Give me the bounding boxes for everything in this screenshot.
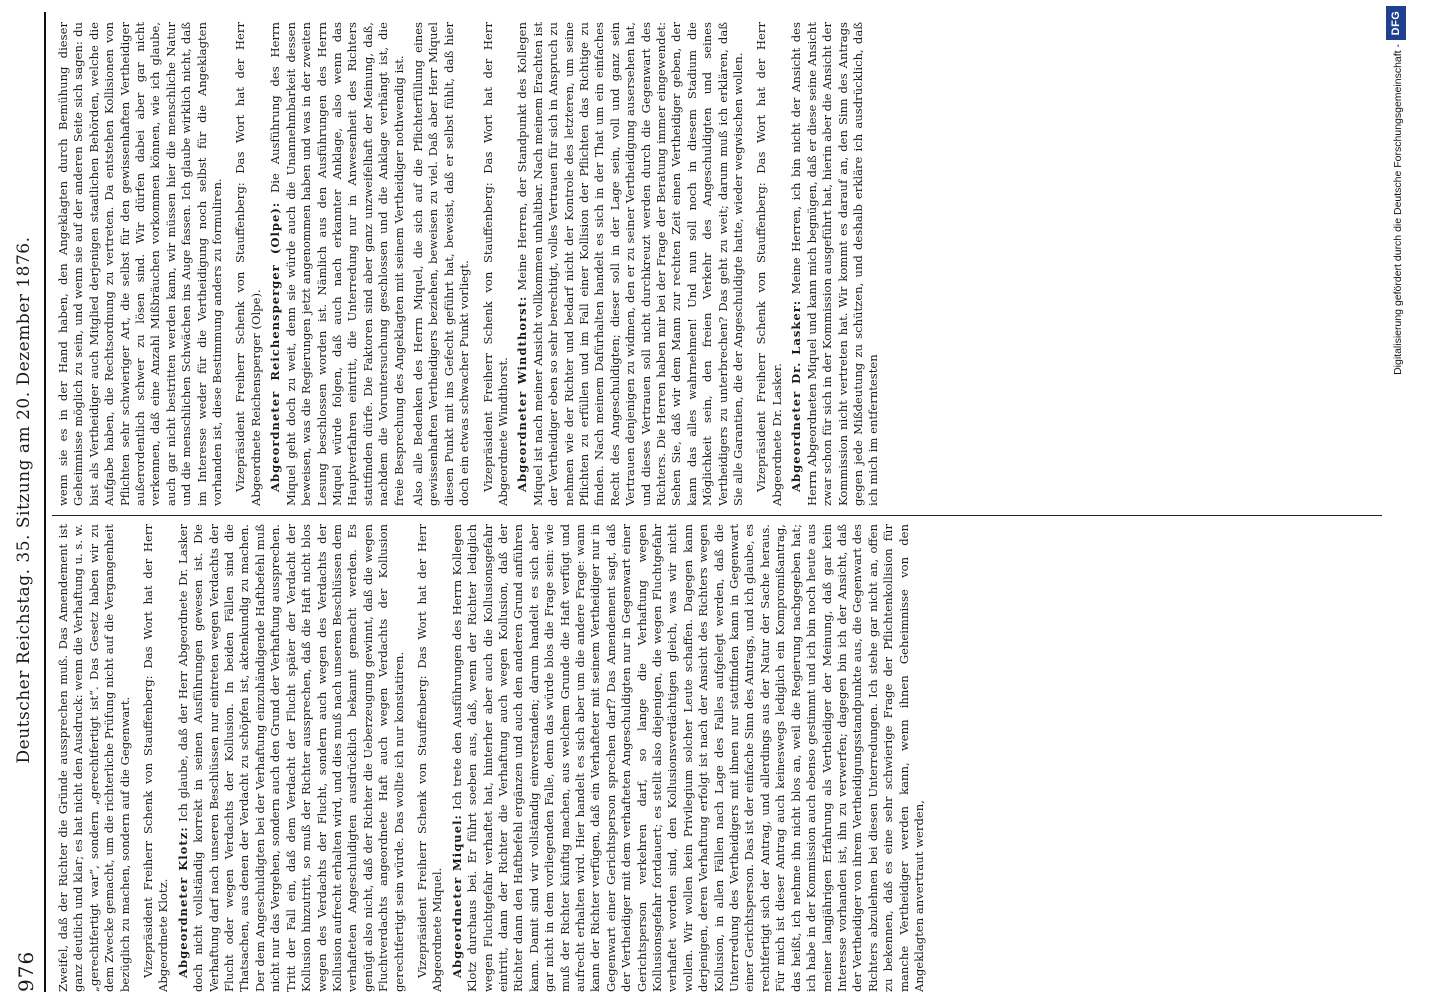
header-rule: [44, 12, 46, 992]
credit-text: Digitalisierung gefördert durch die Deutsche Forschungsgemeinschaft -: [1392, 44, 1404, 375]
dfg-logo: DFG: [1386, 6, 1406, 40]
text-column-left: [56, 524, 1356, 992]
running-head: [0, 0, 52, 1000]
speaker-name: Abgeordneter Dr. Lasker:: [789, 299, 804, 492]
speaker-name: Abgeordneter Miquel:: [449, 814, 464, 978]
page-number: 976: [14, 950, 38, 992]
speech-paragraph: [515, 22, 746, 506]
speech-text: Meine Herren, ich bin nicht der Ansicht des Herrn Abgeordneten Miquel und kann mich begnügen, daß er diese seine Ansicht zwar schon für sich in der Kommission ausgeführt hat, hierin aber die Ansicht der Kommission nicht vertreten hat. Wir kommt es darauf an, den Sinn des Antrags gegen jede Mißdeutung zu schützen, und deshalb erkläre ich ausdrücklich, daß ich mich im entferntesten: [789, 22, 881, 506]
speech-paragraph: [789, 22, 881, 506]
chair-announcement: Vizepräsident Freiherr Schenk von Stauffenberg: Das Wort hat der Herr Abgeordnete Miquel.: [414, 524, 445, 992]
page-header-title: Deutscher Reichstag. 35. Sitzung am 20. Dezember 1876.: [14, 236, 34, 764]
continued-paragraph: wenn sie es in der Hand haben, den Angeklagten durch Bemühung dieser Geheimnisse möglich zu sein, und wenn sie auf der anderen Seite sich sagen: du bist als Vertheidiger auch Mitglied derjenigen staatlichen Behörden, welche die Aufgabe haben, die Rechtsordnung zu vertreten. Da entstehen Kollisionen von Pflichten sehr schwieriger Art, die selbst für den gewissenhaften Vertheidiger außerordentlich schwer zu lösen sind. Wir dürfen dabei aber gar nicht verkennen, daß eine Anzahl Mißbräuchen vorkommen können, wie ich glaube, auch gar nicht bestritten werden kann, wir müssen hier die menschliche Natur und die menschlichen Schwächen ins Auge fassen. Ich glaube wirklich nicht, daß im Interesse weder für die Vertheidigung noch selbst für die Angeklagten vorhanden ist, diese Bestimmung anders zu formuliren.: [56, 22, 225, 506]
continued-paragraph: Zweifel, daß der Richter die Gründe aussprechen muß. Das Amendement ist ganz deutlich und klar; es hat nicht den Ausdruck: wenn die Verhaftung u. s. w. „gerechtfertigt war“, sondern „gerechtfertigt ist“. Das Gesetz haben wir zu dem Zwecke gemacht, um die richterliche Prüfung nicht auf die Vergangenheit bezüglich zu machen, sondern auf die Gegenwart.: [56, 524, 132, 992]
speaker-name: Abgeordneter Reichensperger (Olpe):: [268, 201, 283, 492]
speech-paragraph: [268, 22, 407, 506]
chair-announcement: Vizepräsident Freiherr Schenk von Stauffenberg: Das Wort hat der Herr Abgeordnete Klotz.: [141, 524, 171, 992]
text-column-right: [56, 22, 1356, 506]
speech-text: Meine Herren, der Standpunkt des Kollegen Miquel ist nach meiner Ansicht vollkommen unhaltbar. Nach meinem Erachten ist der Vertheidiger eben so sehr berechtigt, volles Vertrauen für sich in Anspruch zu nehmen wie der Richter und bedarf nicht der Kontrole des letzteren, um seine Pflichten zu erfüllen und im Fall einer Kollision der Pflichten das Richtige zu finden. Nach meinem Dafürhalten handelt es sich in der That um ein einfaches Recht des Angeschuldigten; dieser soll in der Lage sein, voll und ganz sein Vertrauen denjenigen zu widmen, den er zu seiner Vertheidigung ausersehen hat, und dieses Vertrauen soll nicht durchkreuzt werden durch die Gegenwart des Richters. Die Herren haben mir bei der Frage der Beratung immer eingewendet: Sehen Sie, daß wir dem Mann zur rechten Zeit einen Vertheidiger geben, der kann das alles wahrnehmen! Und nun soll noch in diesem Stadium die Möglichkeit sein, den freien Verkehr des Angeschuldigten und seines Vertheidigers zu unterbrechen? Das geht zu weit; darum muß ich erklären, daß Sie alle Garantien, die der Angeschuldigte hatte, wieder wegwischen wollen.: [515, 22, 746, 506]
column-divider: [52, 515, 1382, 516]
chair-announcement: Vizepräsident Freiherr Schenk von Stauffenberg: Das Wort hat der Herr Abgeordnete Dr. Lasker.: [754, 22, 784, 506]
speech-text: Ich glaube, daß der Herr Abgeordnete Dr. Lasker doch nicht vollständig korrekt in seinen Ausführungen gewesen ist. Die Verhaftung darf nach unseren Beschlüssen nur eintreten wegen Verdachts der Flucht oder wegen Verdachts der Kollusion. In beiden Fällen sind die Thatsachen, aus denen der Verdacht zu schöpfen ist, aktenkundig zu machen. Der dem Angeschuldigten bei der Verhaftung einzuhändigende Haftbefehl muß nicht nur das Vergehen, sondern auch den Grund der Verhaftung aussprechen. Tritt der Fall ein, daß dem Verdacht der Flucht später der Verdacht der Kollusion hinzutritt, so muß der Richter aussprechen, daß die Haft nicht blos wegen des Verdachts der Flucht, sondern auch wegen des Verdachts der Kollusion aufrecht erhalten wird, und dies muß nach unseren Beschlüssen dem verhafteten Angeschuldigten ausdrücklich bekannt gemacht werden. Es genügt also nicht, daß der Richter die Ueberzeugung gewinnt, daß die wegen Fluchtverdachts angeordnete Haft auch wegen Verdachts der Kollusion gerechtfertigt sein würde. Das wollte ich nur konstatiren.: [175, 524, 406, 992]
speech-paragraph: [450, 524, 928, 992]
continued-paragraph: Also alle Bedenken des Herrn Miquel, die sich auf die Pflichterfüllung eines gewissenhaften Vertheidigers beziehen, beweisen zu viel. Daß aber Herr Miquel diesen Punkt mit ins Gefecht geführt hat, beweist, daß er selbst fühlt, daß hier doch ein etwas schwacher Punkt vorliegt.: [410, 22, 472, 506]
chair-announcement: Vizepräsident Freiherr Schenk von Stauffenberg: Das Wort hat der Herr Abgeordnete Windthorst.: [480, 22, 510, 506]
speaker-name: Abgeordneter Klotz:: [175, 826, 190, 978]
speech-text: Die Ausführung des Herrn Miquel geht doch zu weit, denn sie würde auch die Unannehmbarkeit dessen beweisen, was die Regierungen jetzt angenommen haben und was in der zweiten Lesung beschlossen worden ist. Nämlich aus den Ausführungen des Herrn Miquel würde folgen, daß auch nach erkannter Anklage, also wenn das Hauptverfahren eintritt, die Unterredung nur in Anwesenheit des Richters stattfinden dürfe. Die Faktoren sind aber ganz unzweifelhaft der Meinung, daß, nachdem die Voruntersuchung geschlossen und die Anklage verhängt ist, die freie Besprechung des Angeklagten mit seinem Vertheidiger nothwendig ist.: [268, 22, 406, 506]
speech-text: Ich trete den Ausführungen des Herrn Kollegen Klotz durchaus bei. Er führt soeben aus, daß, wenn der Richter lediglich wegen Fluchtgefahr verhaftet hat, hinterher aber auch die Kollusionsgefahr eintritt, dann der Richter die Verhaftung auch wegen Kollusion, daß der Richter dann den Haftbefehl ergänzen und auch den anderen Grund anführen kann. Damit sind wir vollständig einverstanden; darum handelt es sich aber gar nicht in dem vorliegenden Falle, denn das würde blos die Frage sein: wie muß der Richter künftig machen, aus welchem Grunde die Haft verfügt und aufrecht erhalten wird. Hier handelt es sich aber um die andere Frage: wann kann der Richter verfügen, daß ein Verhafteter mit seinem Vertheidiger nur in Gegenwart einer Gerichtsperson sprechen darf? Das Amendement sagt, daß der Vertheidiger mit dem verhafteten Angeschuldigten nur in Gegenwart einer Gerichtsperson verkehren darf, so lange die Verhaftung wegen Kollusionsgefahr fortdauert; es stellt also diejenigen, die wegen Fluchtgefahr verhaftet worden sind, den Kollusionsverdächtigen gleich, was wir nicht wollen. Wir wollen kein Privilegium solcher Leute schaffen. Dagegen kann derjenigen, deren Verhaftung erfolgt ist nach der Ansicht des Richters wegen Kollusion, in allen Fällen nach Lage des Falles aufgelegt werden, daß die Unterredung des Vertheidigers mit ihnen nur stattfinden kann in Gegenwart einer Gerichtsperson. Das ist der einfache Sinn des Antrags, und ich glaube, es rechtfertigt sich der Antrag, und allerdings aus der Natur der Sache heraus. Für mich ist dieser Antrag auch keineswegs lediglich ein Kompromißantrag, das heißt, ich nehme ihn nicht blos an, weil die Regierung nachgegeben hat; ich habe in der Kommission auch ebenso gestimmt und ich bin noch heute aus meiner langjährigen Erfahrung als Vertheidiger der Meinung, daß gar kein Interesse vorhanden ist, ihn zu verwerfen; dagegen bin ich der Ansicht, daß der Vertheidiger von ihrem Vertheidigungsstandpunkte aus, die Gegenwart des Richters abzulehnen bei diesen Unterredungen. Ich stehe gar nicht an, offen zu bekennen, daß es eine sehr schwierige Frage der Pflichtenkollision für manche Vertheidiger werden kann, wenn ihnen Geheimnisse von den Angeklagten anvertraut werden,: [449, 524, 926, 992]
chair-announcement: Vizepräsident Freiherr Schenk von Stauffenberg: Das Wort hat der Herr Abgeordnete Reichensperger (Olpe).: [233, 22, 263, 506]
speaker-name: Abgeordneter Windthorst:: [515, 295, 530, 492]
digitization-credit: [1376, 0, 1416, 1000]
speech-paragraph: [176, 524, 407, 992]
